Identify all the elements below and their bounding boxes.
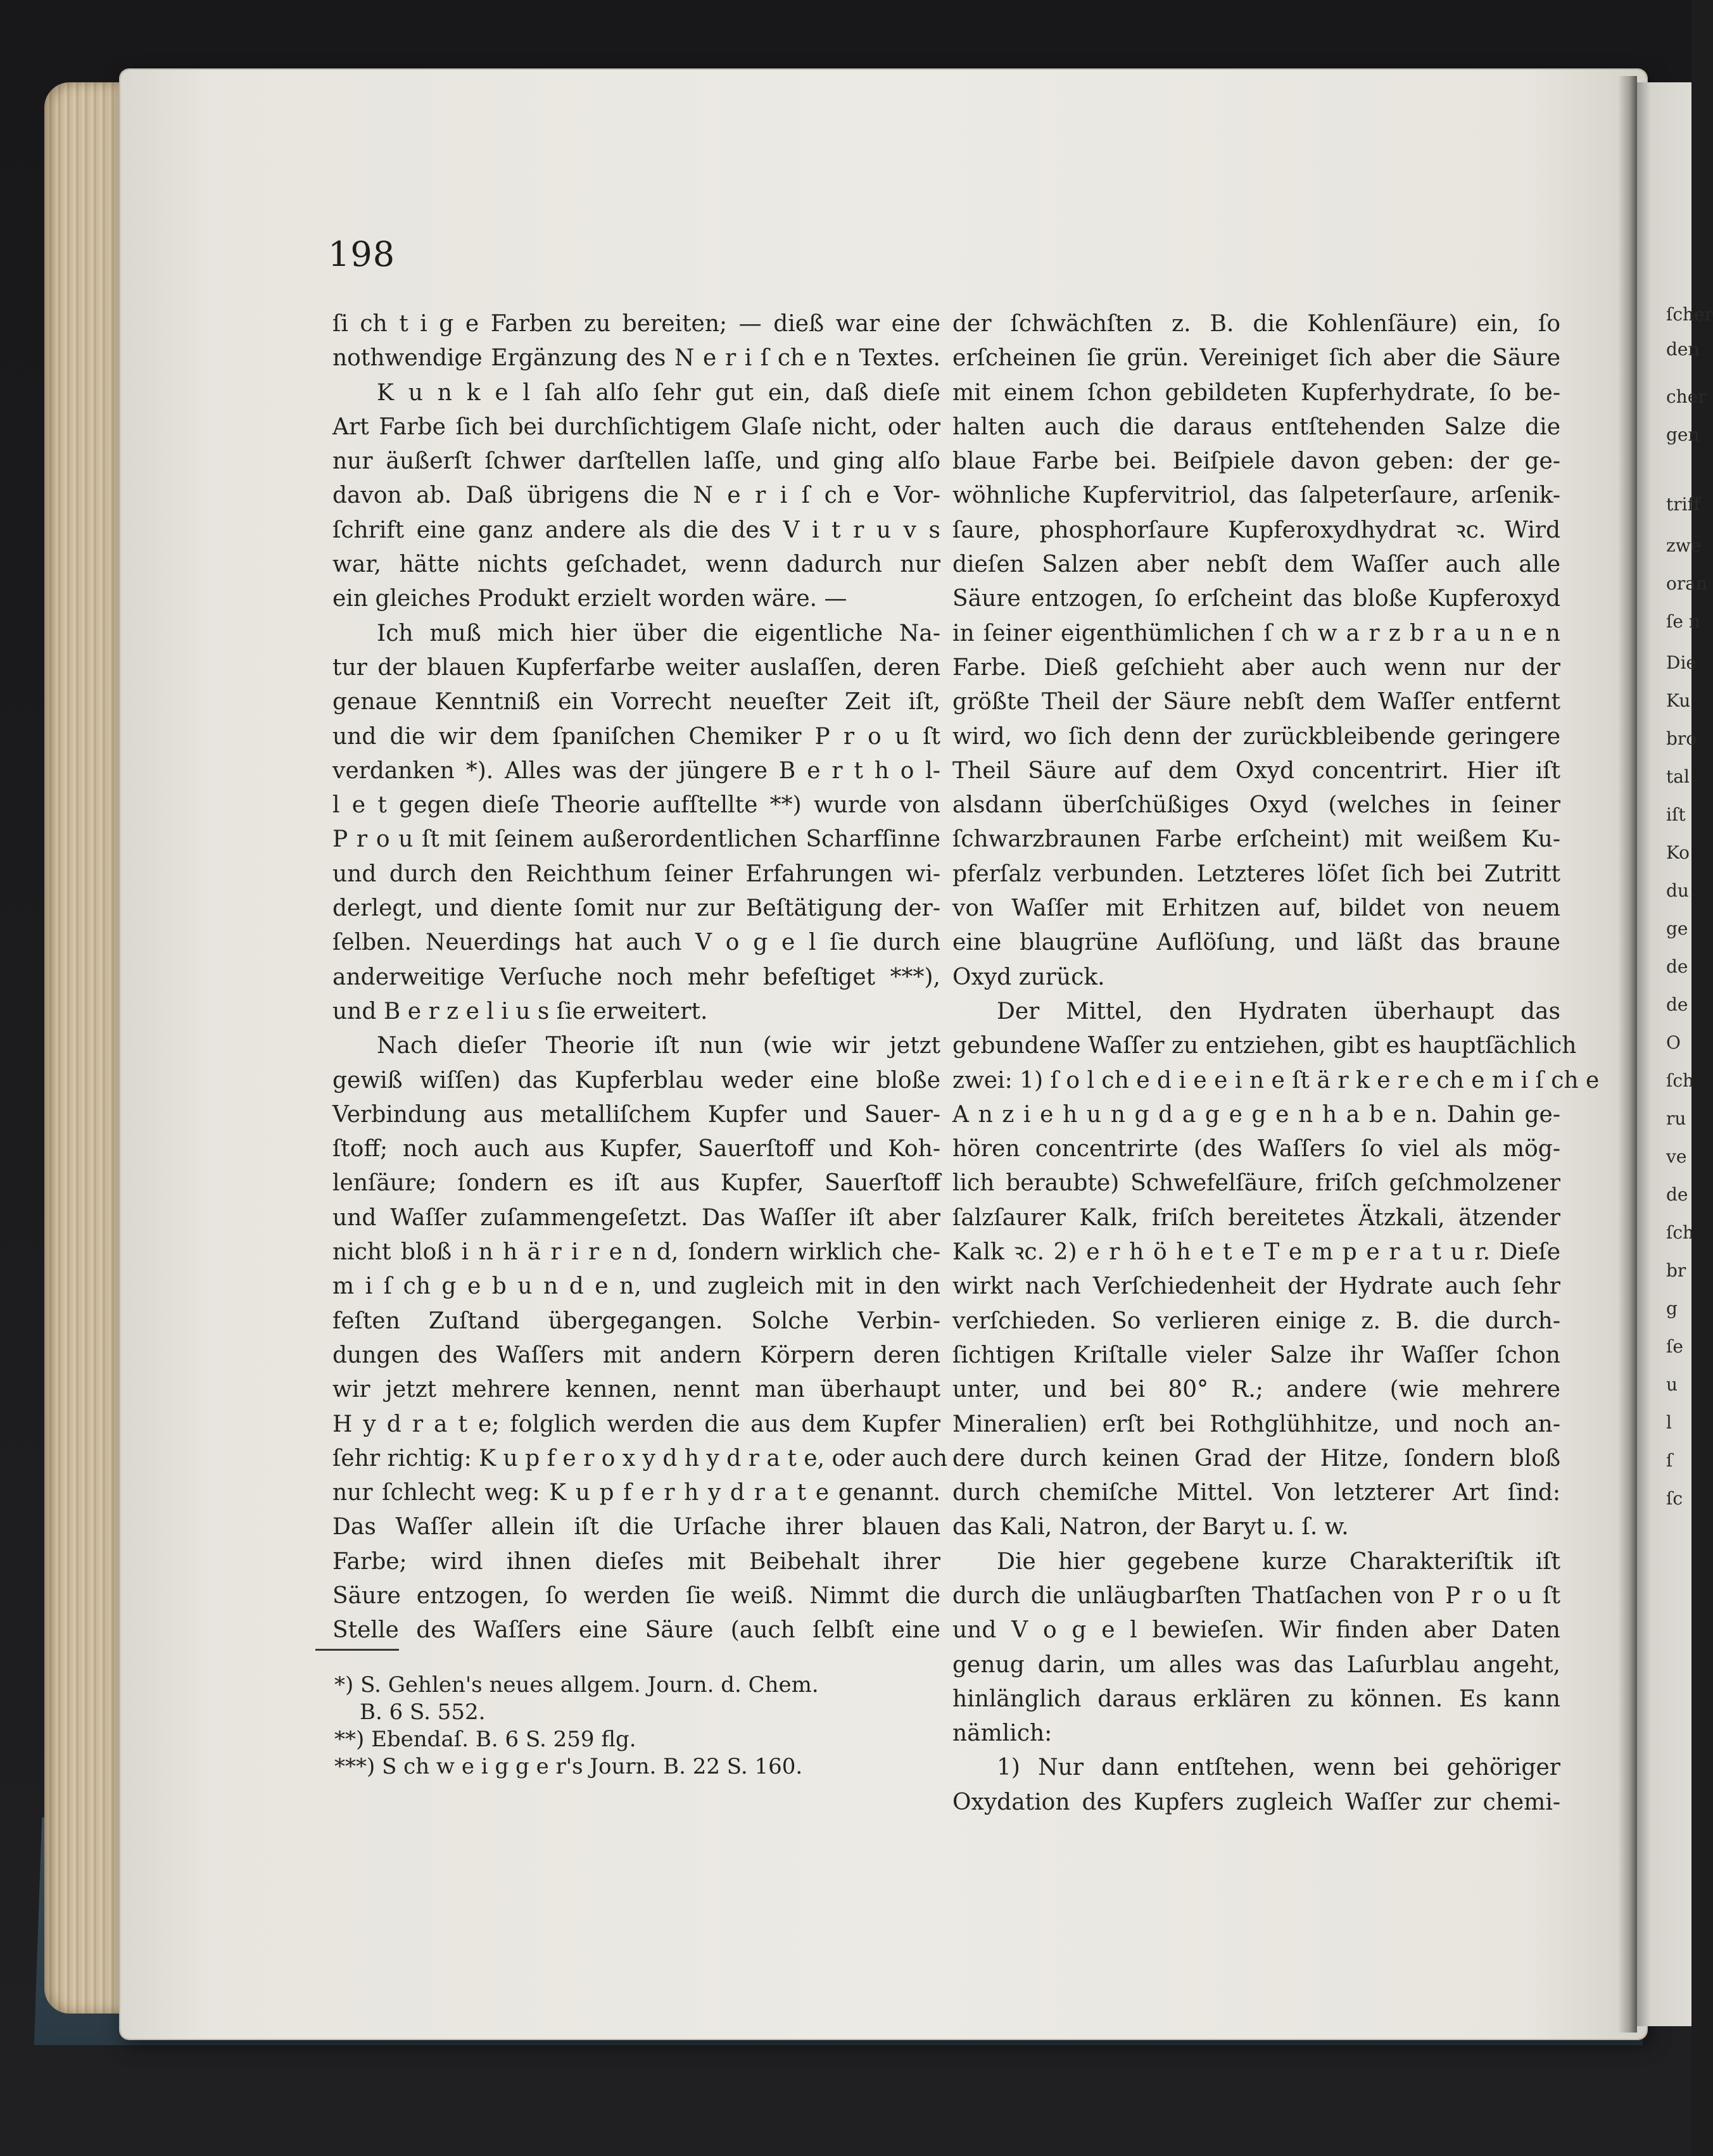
- text-line: Kalk ꝛc. 2) e r h ö h e t e T e m p e r a t u r. Dieſe: [952, 1239, 1560, 1266]
- text-line: Oxyd zurück.: [952, 964, 1105, 990]
- text-line: dere durch keinen Grad der Hitze, ſondern bloß: [952, 1445, 1560, 1472]
- text-line: m i ſ ch g e b u n d e n, und zugleich mit in den: [332, 1273, 940, 1300]
- text-line: durch chemiſche Mittel. Von letzterer Art ſind:: [952, 1480, 1560, 1506]
- text-line: Verbindung aus metalliſchem Kupfer und Sauer-: [332, 1101, 940, 1128]
- facing-page-text: g: [1666, 1298, 1678, 1319]
- text-line: mit einem ſchon gebildeten Kupferhydrate, ſo be-: [952, 379, 1560, 406]
- text-line: Die hier gegebene kurze Charakteriſtik iſt: [997, 1548, 1560, 1575]
- text-line: ſi ch t i g e Farben zu bereiten; — dieß war eine: [332, 311, 940, 337]
- facing-page-text: bro: [1666, 728, 1697, 749]
- footnote: *) S. Gehlen's neues allgem. Journ. d. Chem.: [334, 1672, 819, 1698]
- facing-page-text: oran: [1666, 573, 1707, 594]
- text-line: verſchieden. So verlieren einige z. B. die durch-: [952, 1308, 1560, 1334]
- text-line: anderweitige Verſuche noch mehr befeſtiget ***),: [332, 964, 940, 990]
- facing-page-text: br: [1666, 1260, 1686, 1281]
- text-line: unter, und bei 80° R.; andere (wie mehrere: [952, 1377, 1560, 1403]
- left-text-column: [332, 307, 948, 1648]
- facing-page-text: cher: [1666, 386, 1707, 407]
- text-line: Nach dieſer Theorie iſt nun (wie wir jetzt: [377, 1033, 940, 1059]
- text-line: in ſeiner eigenthümlichen ſ ch w a r z b r a u n e n: [952, 620, 1560, 646]
- text-line: hören concentrirte (des Waſſers ſo viel als mög-: [952, 1136, 1560, 1163]
- text-line: erſcheinen ſie grün. Vereiniget ſich aber die Säure: [952, 345, 1560, 372]
- text-line: ſchrift eine ganz andere als die des V i t r u v s: [332, 517, 940, 543]
- facing-page-text: den: [1666, 339, 1700, 360]
- text-line: größte Theil der Säure nebſt dem Waſſer entfernt: [952, 689, 1560, 716]
- facing-page-text: ſc: [1666, 1488, 1683, 1509]
- text-line: der ſchwächſten z. B. die Kohlenſäure) ein, ſo: [952, 311, 1560, 337]
- facing-page-text: ve: [1666, 1146, 1687, 1167]
- text-line: gebundene Waſſer zu entziehen, gibt es hauptſächlich: [952, 1033, 1577, 1059]
- footnote-rule: [315, 1649, 399, 1651]
- text-line: ſtoff; noch auch aus Kupfer, Sauerſtoff und Koh-: [332, 1136, 940, 1163]
- text-line: wirkt nach Verſchiedenheit der Hydrate auch ſehr: [952, 1273, 1560, 1300]
- text-line: feſten Zuſtand übergegangen. Solche Verbin-: [332, 1308, 940, 1334]
- text-line: P r o u ſt mit ſeinem außerordentlichen Scharfſinne: [332, 826, 940, 853]
- text-line: und B e r z e l i u s ſie erweitert.: [332, 998, 708, 1024]
- text-line: genaue Kenntniß ein Vorrecht neueſter Zeit iſt,: [332, 689, 940, 716]
- facing-page-text: zwe: [1666, 535, 1702, 556]
- footnote: ***) S ch w e i g g e r's Journ. B. 22 S. 160.: [334, 1754, 803, 1779]
- footnote: B. 6 S. 552.: [360, 1699, 486, 1725]
- facing-page-text: iſt: [1666, 804, 1686, 825]
- text-line: nothwendige Ergänzung des N e r i ſ ch e n Textes.: [332, 345, 940, 372]
- text-line: davon ab. Daß übrigens die N e r i ſ ch e Vor-: [332, 482, 940, 509]
- facing-page-text: ſcher: [1666, 304, 1713, 325]
- text-line: Der Mittel, den Hydraten überhaupt das: [997, 998, 1560, 1024]
- text-line: Art Farbe ſich bei durchſichtigem Glaſe nicht, oder: [332, 413, 940, 440]
- text-line: 1) Nur dann entſtehen, wenn bei gehöriger: [997, 1755, 1560, 1781]
- facing-page-text: O: [1666, 1032, 1681, 1053]
- facing-page-text: ſe: [1666, 1336, 1683, 1357]
- text-line: Farbe; wird ihnen dieſes mit Beibehalt ihrer: [332, 1548, 940, 1575]
- text-line: ſichtigen Kriſtalle vieler Salze ihr Waſſer ſchon: [952, 1342, 1560, 1368]
- text-line: nämlich:: [952, 1720, 1052, 1747]
- facing-page-text: de: [1666, 1184, 1688, 1205]
- text-line: Säure entzogen, ſo erſcheint das bloße Kupferoxyd: [952, 586, 1560, 612]
- right-text-column: [952, 307, 1600, 1820]
- text-line: ſaure, phosphorſaure Kupferoxydhydrat ꝛc. Wird: [952, 517, 1560, 543]
- footnote: **) Ebendaſ. B. 6 S. 259 flg.: [334, 1727, 636, 1752]
- facing-page-strip: [1637, 82, 1713, 2026]
- facing-page-text: de: [1666, 956, 1688, 977]
- text-line: dungen des Waſſers mit andern Körpern deren: [332, 1342, 940, 1368]
- text-line: ein gleiches Produkt erzielt worden wäre. —: [332, 586, 847, 612]
- text-line: dieſen Salzen aber nebſt dem Waſſer auch alle: [952, 552, 1560, 578]
- text-line: lenſäure; ſondern es iſt aus Kupfer, Sauerſtoff: [332, 1170, 940, 1197]
- text-line: gewiß wiſſen) das Kupferblau weder eine bloße: [332, 1067, 940, 1094]
- text-line: H y d r a t e; folglich werden die aus dem Kupfer: [332, 1411, 940, 1437]
- text-line: Oxydation des Kupfers zugleich Waſſer zur chemi-: [952, 1789, 1560, 1815]
- facing-page-text: gen: [1666, 424, 1700, 445]
- page-number: 198: [328, 234, 396, 274]
- facing-page-text: Ko: [1666, 842, 1690, 863]
- text-line: genug darin, um alles was das Laſurblau angeht,: [952, 1651, 1560, 1678]
- text-line: halten auch die daraus entſtehenden Salze die: [952, 413, 1560, 440]
- text-line: wir jetzt mehrere kennen, nennt man überhaupt: [332, 1377, 940, 1403]
- text-line: und V o g e l bewieſen. Wir finden aber Daten: [952, 1617, 1560, 1644]
- text-line: tur der blauen Kupferfarbe weiter auslaſſen, deren: [332, 654, 940, 681]
- facing-page-text: l: [1666, 1412, 1672, 1433]
- text-line: ſalzſaurer Kalk, friſch bereitetes Ätzkali, ätzender: [952, 1204, 1560, 1231]
- text-line: K u n k e l ſah alſo ſehr gut ein, daß dieſe: [377, 379, 940, 406]
- text-line: hinlänglich daraus erklären zu können. Es kann: [952, 1686, 1560, 1712]
- text-line: Mineralien) erſt bei Rothglühhitze, und noch an-: [952, 1411, 1560, 1437]
- text-line: alsdann überſchüßiges Oxyd (welches in ſeiner: [952, 792, 1560, 819]
- text-line: von Waſſer mit Erhitzen auf, bildet von neuem: [952, 895, 1560, 922]
- facing-page-text: ru: [1666, 1108, 1686, 1129]
- facing-page-text: ſ: [1666, 1450, 1673, 1471]
- text-line: und Waſſer zuſammengeſetzt. Das Waſſer iſt aber: [332, 1204, 940, 1231]
- text-line: wöhnliche Kupfervitriol, das ſalpeterſaure, arſenik-: [952, 482, 1560, 509]
- text-line: l e t gegen dieſe Theorie aufſtellte **) wurde von: [332, 792, 940, 819]
- text-line: pferſalz verbunden. Letzteres löſet ſich bei Zutritt: [952, 861, 1560, 887]
- text-line: wird, wo ſich denn der zurückbleibende geringere: [952, 723, 1560, 750]
- text-line: Theil Säure auf dem Oxyd concentrirt. Hier iſt: [952, 757, 1560, 784]
- text-line: lich beraubte) Schwefelſäure, friſch geſchmolzener: [952, 1170, 1560, 1197]
- text-line: verdanken *). Alles was der jüngere B e r t h o l-: [332, 757, 940, 784]
- text-line: A n z i e h u n g d a g e g e n h a b e n. Dahin ge-: [952, 1101, 1560, 1128]
- text-line: ſchwarzbraunen Farbe erſcheint) mit weißem Ku-: [952, 826, 1560, 853]
- text-line: und durch den Reichthum ſeiner Erfahrungen wi-: [332, 861, 940, 887]
- facing-page-text: ſe n: [1666, 611, 1700, 632]
- text-line: nur ſchlecht weg: K u p f e r h y d r a t e genannt.: [332, 1480, 940, 1506]
- text-line: Säure entzogen, ſo werden ſie weiß. Nimmt die: [332, 1582, 940, 1609]
- facing-page-text: ge: [1666, 918, 1688, 939]
- text-line: ſelben. Neuerdings hat auch V o g e l ſie durch: [332, 930, 940, 956]
- text-line: Stelle des Waſſers eine Säure (auch ſelbſt eine: [332, 1617, 940, 1644]
- text-line: Ich muß mich hier über die eigentliche Na-: [377, 620, 940, 646]
- text-line: nur äußerſt ſchwer darſtellen laſſe, und ging alſo: [332, 448, 940, 475]
- text-line: war, hätte nichts geſchadet, wenn dadurch nur: [332, 552, 940, 578]
- text-line: blaue Farbe bei. Beiſpiele davon geben: der ge-: [952, 448, 1560, 475]
- facing-page-text: tal: [1666, 766, 1690, 787]
- facing-page-text: du: [1666, 880, 1689, 901]
- text-line: nicht bloß i n h ä r i r e n d, ſondern wirklich che-: [332, 1239, 940, 1266]
- text-line: Das Waſſer allein iſt die Urſache ihrer blauen: [332, 1514, 940, 1541]
- book-gutter: [1618, 76, 1637, 2033]
- text-line: zwei: 1) ſ o l ch e d i e e i n e ſt ä r k e r e ch e m i ſ ch e: [952, 1067, 1600, 1094]
- facing-page-text: u: [1666, 1374, 1678, 1395]
- text-line: und die wir dem ſpaniſchen Chemiker P r o u ſt: [332, 723, 940, 750]
- facing-page-text: triff: [1666, 494, 1700, 515]
- facing-page-text: ſch: [1666, 1070, 1695, 1091]
- text-line: ſehr richtig: K u p f e r o x y d h y d r a t e, oder auch: [332, 1445, 948, 1472]
- text-line: durch die unläugbarſten Thatſachen von P r o u ſt: [952, 1582, 1560, 1609]
- text-line: Farbe. Dieß geſchieht aber auch wenn nur der: [952, 654, 1560, 681]
- footnotes: [334, 1672, 942, 1781]
- facing-page-text: Ku: [1666, 690, 1691, 711]
- text-line: derlegt, und diente ſomit nur zur Beſtätigung der-: [332, 895, 940, 922]
- facing-page-text: Die: [1666, 652, 1697, 673]
- facing-page-text: ſch: [1666, 1222, 1695, 1243]
- text-line: das Kali, Natron, der Baryt u. ſ. w.: [952, 1514, 1349, 1541]
- text-line: eine blaugrüne Auflöſung, und läßt das braune: [952, 930, 1560, 956]
- facing-page-text: de: [1666, 994, 1688, 1015]
